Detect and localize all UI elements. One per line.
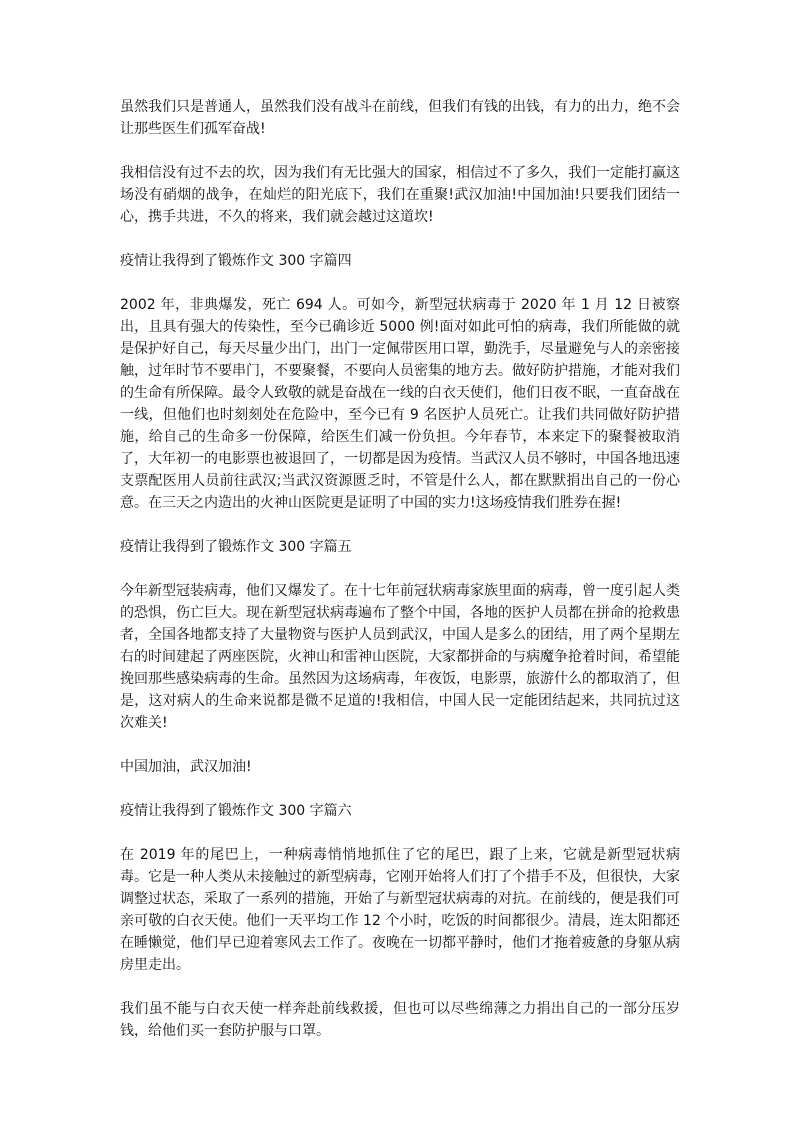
paragraph-7: 我们虽不能与白衣天使一样奔赴前线救援，但也可以尽些绵薄之力捐出自己的一部分压岁钱，给他们买一套防护服与口罩。 [120, 1001, 680, 1039]
paragraph-1: 虽然我们只是普通人，虽然我们没有战斗在前线，但我们有钱的出钱，有力的出力，绝不会让那些医生们孤军奋战! [120, 99, 680, 137]
section-heading-4: 疫情让我得到了锻炼作文 300 字篇四 [120, 253, 352, 269]
paragraph-4: 今年新型冠装病毒，他们又爆发了。在十七年前冠状病毒家族里面的病毒，曾一度引起人类的恐惧，伤亡巨大。现在新型冠状病毒遍布了整个中国，各地的医护人员都在拼命的抢救患者，全国各地都支持了大量物资与医护人员到武汉，中国人是多么的团结，用了两个星期左右的时间建起了两座医院，火神山和雷神山医院，大家都拼命的与病魔争抢着时间，希望能挽回那些感染病毒的生命。虽然因为这场病毒，年夜饭，电影票，旅游什么的都取消了，但是，这对病人的生命来说都是微不足道的!我相信，中国人民一定能团结起来，共同抗过这次难关! [120, 583, 680, 731]
paragraph-5: 中国加油，武汉加油! [120, 759, 252, 775]
section-heading-6: 疫情让我得到了锻炼作文 300 字篇六 [120, 803, 352, 819]
paragraph-6: 在 2019 年的尾巴上，一种病毒悄悄地抓住了它的尾巴，跟了上来，它就是新型冠状病毒。它是一种人类从未接触过的新型病毒，它刚开始将人们打了个措手不及，但很快，大家调整过状态，采取了一系列的措施，开始了与新型冠状病毒的对抗。在前线的，便是我们可亲可敬的白衣天使。他们一天平均工作 12 个小时，吃饭的时间都很少。清晨，连太阳都还在睡懒觉，他们早已迎着寒风去工作了。夜晚在一切都平静时，他们才拖着疲惫的身躯从病房里走出。 [120, 847, 680, 973]
paragraph-3: 2002 年，非典爆发，死亡 694 人。可如今，新型冠状病毒于 2020 年 1 月 12 日被察出，且具有强大的传染性，至今已确诊近 5000 例!面对如此可怕的病毒，我们所能做的就是保护好自己，每天尽量少出门，出门一定佩带医用口罩，勤洗手，尽量避免与人的亲密接触，过年时节不要串门，不要聚餐，不要向人员密集的地方去。做好防护措施，才能对我们的生命有所保障。最令人致敬的就是奋战在一线的白衣天使们，他们日夜不眠，一直奋战在一线，但他们也时刻刻处在危险中，至今已有 9 名医护人员死亡。让我们共同做好防护措施，给自己的生命多一份保障，给医生们减一份负担。今年春节，本来定下的聚餐被取消了，大年初一的电影票也被退回了，一切都是因为疫情。当武汉人员不够时，中国各地迅速支票配医用人员前往武汉;当武汉资源匮乏时，不管是什么人，都在默默捐出自己的一份心意。在三天之内造出的火神山医院更是证明了中国的实力!这场疫情我们胜券在握! [120, 297, 680, 511]
paragraph-2: 我相信没有过不去的坎，因为我们有无比强大的国家，相信过不了多久，我们一定能打赢这场没有硝烟的战争，在灿烂的阳光底下，我们在重聚!武汉加油!中国加油!只要我们团结一心，携手共进，不久的将来，我们就会越过这道坎! [120, 165, 680, 225]
document-page [120, 96, 680, 1042]
section-heading-5: 疫情让我得到了锻炼作文 300 字篇五 [120, 539, 352, 555]
